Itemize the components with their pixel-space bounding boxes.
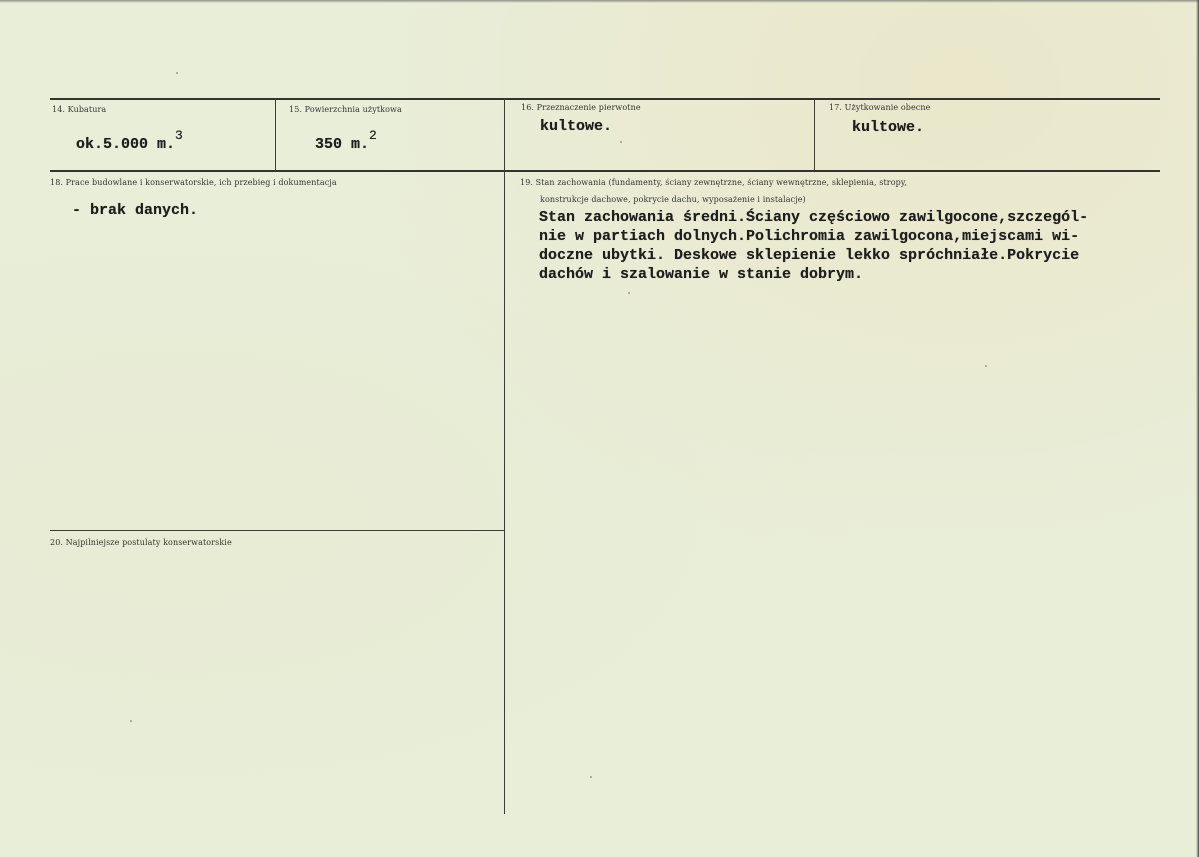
field-15-value — [315, 128, 377, 153]
field-19-label-line2: konstrukcje dachowe, pokrycie dachu, wyposażenie i instalacje) — [540, 195, 806, 204]
field-19-line: Stan zachowania średni.Ściany częściowo zawilgocone,szczegól- — [539, 209, 1089, 226]
field-14-exponent: 3 — [175, 128, 183, 143]
card-top-edge — [0, 0, 1199, 3]
field-19-line: dachów i szalowanie w stanie dobrym. — [539, 266, 864, 283]
field-16-value: kultowe. — [540, 118, 613, 135]
paper-speck — [176, 72, 178, 74]
paper-speck — [985, 365, 987, 367]
field-14-value — [76, 128, 183, 153]
field-18-value: - brak danych. — [72, 202, 199, 219]
field-19-label-line1: 19. Stan zachowania (fundamenty, ściany zewnętrzne, ściany wewnętrzne, sklepienia, stropy, — [520, 178, 908, 187]
divider-14-15 — [275, 98, 276, 170]
field-17-value: kultowe. — [852, 119, 925, 136]
paper-speck — [130, 720, 132, 722]
field-20-label: 20. Najpilniejsze postulaty konserwatorskie — [50, 538, 232, 547]
field-14-value-text: ok.5.000 m. — [76, 136, 176, 153]
field-19-line: doczne ubytki. Deskowe sklepienie lekko spróchniałe.Pokrycie — [539, 247, 1080, 264]
field-18-label: 18. Prace budowlane i konserwatorskie, ich przebieg i dokumentacja — [50, 178, 337, 187]
field-15-exponent: 2 — [369, 128, 377, 143]
field-19-text — [539, 208, 1179, 284]
paper-speck — [620, 141, 622, 143]
field-17-label: 17. Użytkowanie obecne — [829, 103, 931, 112]
paper-speck — [628, 292, 630, 294]
field-19-line: nie w partiach dolnych.Polichromia zawilgocona,miejscami wi- — [539, 228, 1080, 245]
field-16-label: 16. Przeznaczenie pierwotne — [521, 103, 641, 112]
middle-rule — [50, 170, 1160, 172]
divider-16-17 — [814, 98, 815, 170]
top-rule — [50, 98, 1160, 100]
field-15-label: 15. Powierzchnia użytkowa — [289, 105, 402, 114]
divider-15-16 — [504, 98, 505, 814]
paper-speck — [590, 776, 592, 778]
field-20-rule — [50, 530, 504, 531]
field-15-value-text: 350 m. — [315, 136, 370, 153]
field-14-label: 14. Kubatura — [52, 105, 107, 114]
